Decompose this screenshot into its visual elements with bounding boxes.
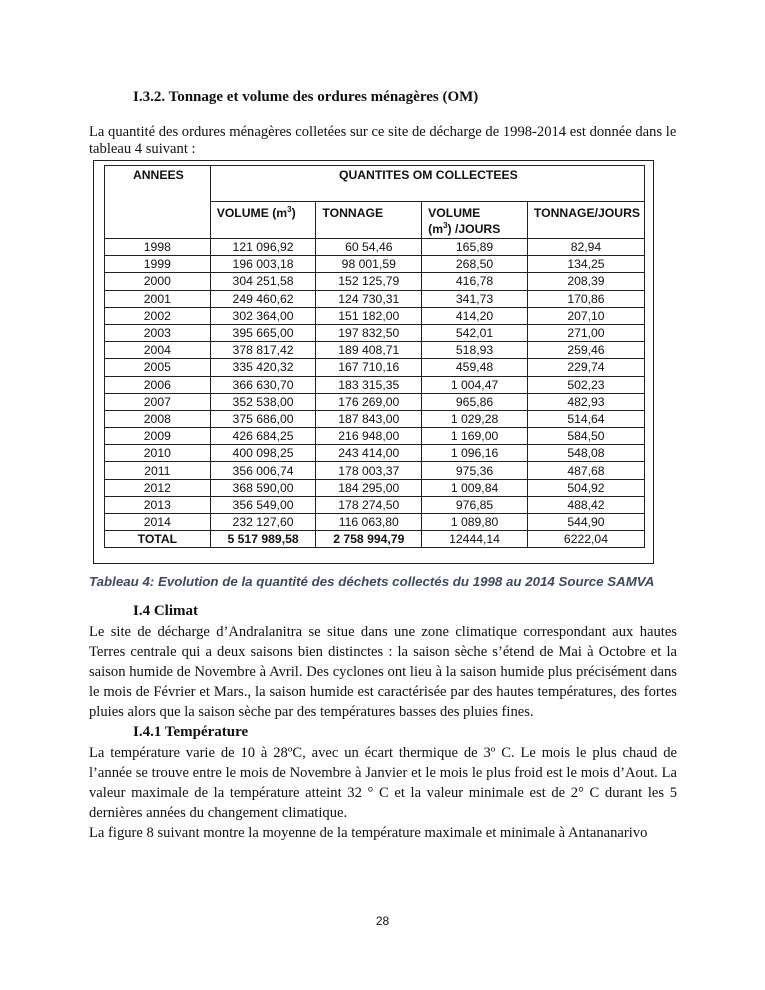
cell-tonnage-per-day: 487,68 (527, 462, 644, 479)
table-row (105, 445, 645, 462)
temperature-paragraph: La température varie de 10 à 28ºC, avec un écart thermique de 3º C. Le mois le plus chaud de l’année se trouve entre le mois de Novembre à Janvier et le mois le plus froid est le mois d’Aout. La valeur maximale de la température atteint 32 ° C et la valeur minimale est de 2° C durant les 5 dernières années du changement climatique. (89, 745, 677, 821)
header-group: QUANTITES OM COLLECTEES (210, 166, 644, 202)
total-tonnage: 2 758 994,79 (316, 531, 422, 548)
cell-year: 2012 (105, 479, 211, 496)
cell-tonnage-per-day: 229,74 (527, 359, 644, 376)
cell-year: 2003 (105, 324, 211, 341)
cell-volume: 366 630,70 (210, 376, 316, 393)
cell-year: 2009 (105, 428, 211, 445)
cell-volume-per-day: 1 004,47 (422, 376, 528, 393)
cell-tonnage-per-day: 208,39 (527, 273, 644, 290)
cell-tonnage: 167 710,16 (316, 359, 422, 376)
cell-volume-per-day: 976,85 (422, 496, 528, 513)
om-table (104, 165, 645, 548)
total-volume-per-day: 12444,14 (422, 531, 528, 548)
section-heading: I.3.2. Tonnage et volume des ordures ménagères (OM) (133, 89, 479, 105)
cell-volume-per-day: 975,36 (422, 462, 528, 479)
cell-volume: 375 686,00 (210, 410, 316, 427)
cell-year: 2004 (105, 342, 211, 359)
cell-volume: 356 006,74 (210, 462, 316, 479)
cell-tonnage-per-day: 544,90 (527, 514, 644, 531)
table-row (105, 479, 645, 496)
table-row (105, 256, 645, 273)
cell-volume: 335 420,32 (210, 359, 316, 376)
temperature-heading: I.4.1 Température (133, 724, 249, 740)
cell-volume: 121 096,92 (210, 239, 316, 256)
climat-paragraph: Le site de décharge d’Andralanitra se situe dans une zone climatique correspondant aux hautes Terres centrale qui a deux saisons bien distinctes : la saison sèche s’étend de Mai à Octobre et la saison humide de Novembre à Avril. Des cyclones ont lieu à la saison humide plus précisément dans le mois de Février et Mars., la saison humide est caractérisée par des hautes températures, des fortes pluies alors que la saison sèche par des températures basses des pluies fines. (89, 624, 677, 720)
cell-tonnage-per-day: 82,94 (527, 239, 644, 256)
table-row (105, 342, 645, 359)
cell-volume: 196 003,18 (210, 256, 316, 273)
table-total-row (105, 531, 645, 548)
cell-year: 2011 (105, 462, 211, 479)
cell-year: 2013 (105, 496, 211, 513)
cell-tonnage-per-day: 170,86 (527, 290, 644, 307)
cell-volume: 378 817,42 (210, 342, 316, 359)
table-header-row (105, 166, 645, 202)
header-tonnage-per-day: TONNAGE/JOURS (527, 202, 644, 239)
table-row (105, 514, 645, 531)
intro-paragraph: La quantité des ordures ménagères colletées sur ce site de décharge de 1998-2014 est donnée dans le tableau 4 suivant : (89, 124, 677, 157)
total-tonnage-per-day: 6222,04 (527, 531, 644, 548)
cell-tonnage: 178 274,50 (316, 496, 422, 513)
table-row (105, 376, 645, 393)
table-row (105, 290, 645, 307)
cell-year: 1999 (105, 256, 211, 273)
table-row (105, 393, 645, 410)
cell-tonnage: 98 001,59 (316, 256, 422, 273)
table-body (105, 239, 645, 548)
cell-tonnage: 152 125,79 (316, 273, 422, 290)
cell-volume: 395 665,00 (210, 324, 316, 341)
header-volume-per-day: VOLUME $(m^3)$ /JOURS (422, 202, 528, 239)
cell-volume-per-day: 165,89 (422, 239, 528, 256)
cell-volume: 232 127,60 (210, 514, 316, 531)
cell-year: 2008 (105, 410, 211, 427)
cell-year: 2001 (105, 290, 211, 307)
cell-volume: 426 684,25 (210, 428, 316, 445)
cell-tonnage: 116 063,80 (316, 514, 422, 531)
cell-year: 2000 (105, 273, 211, 290)
cell-tonnage: 189 408,71 (316, 342, 422, 359)
cell-volume-per-day: 542,01 (422, 324, 528, 341)
cell-tonnage-per-day: 584,50 (527, 428, 644, 445)
header-volume: VOLUME $(m^3)$ (210, 202, 316, 239)
table-row (105, 410, 645, 427)
cell-volume-per-day: 518,93 (422, 342, 528, 359)
table-row (105, 239, 645, 256)
cell-volume-per-day: 1 096,16 (422, 445, 528, 462)
cell-year: 1998 (105, 239, 211, 256)
table-row (105, 273, 645, 290)
total-volume: 5 517 989,58 (210, 531, 316, 548)
table-row (105, 428, 645, 445)
cell-tonnage-per-day: 271,00 (527, 324, 644, 341)
table-row (105, 462, 645, 479)
table-caption: Tableau 4: Evolution de la quantité des déchets collectés du 1998 au 2014 Source SAMVA (89, 574, 655, 589)
table-row (105, 307, 645, 324)
cell-volume: 356 549,00 (210, 496, 316, 513)
cell-volume: 302 364,00 (210, 307, 316, 324)
cell-year: 2006 (105, 376, 211, 393)
cell-tonnage-per-day: 482,93 (527, 393, 644, 410)
cell-tonnage-per-day: 134,25 (527, 256, 644, 273)
cell-tonnage: 184 295,00 (316, 479, 422, 496)
cell-year: 2014 (105, 514, 211, 531)
cell-volume-per-day: 459,48 (422, 359, 528, 376)
cell-tonnage-per-day: 514,64 (527, 410, 644, 427)
cell-tonnage-per-day: 207,10 (527, 307, 644, 324)
cell-tonnage: 178 003,37 (316, 462, 422, 479)
page-number: 28 (375, 914, 390, 928)
header-tonnage: TONNAGE (316, 202, 422, 239)
cell-volume-per-day: 1 089,80 (422, 514, 528, 531)
figure-sentence: La figure 8 suivant montre la moyenne de la température maximale et minimale à Antananarivo (89, 825, 648, 841)
header-years: ANNEES (105, 166, 211, 239)
cell-volume: 352 538,00 (210, 393, 316, 410)
cell-volume: 249 460,62 (210, 290, 316, 307)
cell-tonnage-per-day: 548,08 (527, 445, 644, 462)
cell-year: 2002 (105, 307, 211, 324)
cell-volume-per-day: 268,50 (422, 256, 528, 273)
cell-tonnage-per-day: 502,23 (527, 376, 644, 393)
cell-tonnage: 197 832,50 (316, 324, 422, 341)
cell-volume-per-day: 1 169,00 (422, 428, 528, 445)
table-row (105, 324, 645, 341)
cell-tonnage: 183 315,35 (316, 376, 422, 393)
cell-volume: 368 590,00 (210, 479, 316, 496)
cell-volume: 304 251,58 (210, 273, 316, 290)
cell-tonnage-per-day: 488,42 (527, 496, 644, 513)
cell-tonnage: 216 948,00 (316, 428, 422, 445)
cell-tonnage: 176 269,00 (316, 393, 422, 410)
cell-volume-per-day: 965,86 (422, 393, 528, 410)
climat-heading: I.4 Climat (133, 603, 198, 619)
cell-tonnage: 243 414,00 (316, 445, 422, 462)
table-row (105, 359, 645, 376)
cell-tonnage: 60 54,46 (316, 239, 422, 256)
total-label: TOTAL (105, 531, 211, 548)
cell-tonnage: 151 182,00 (316, 307, 422, 324)
cell-tonnage: 187 843,00 (316, 410, 422, 427)
cell-volume-per-day: 341,73 (422, 290, 528, 307)
cell-volume: 400 098,25 (210, 445, 316, 462)
cell-volume-per-day: 1 029,28 (422, 410, 528, 427)
cell-tonnage: 124 730,31 (316, 290, 422, 307)
cell-volume-per-day: 416,78 (422, 273, 528, 290)
cell-year: 2007 (105, 393, 211, 410)
cell-tonnage-per-day: 259,46 (527, 342, 644, 359)
cell-year: 2010 (105, 445, 211, 462)
cell-year: 2005 (105, 359, 211, 376)
cell-volume-per-day: 1 009,84 (422, 479, 528, 496)
cell-volume-per-day: 414,20 (422, 307, 528, 324)
table-row (105, 496, 645, 513)
cell-tonnage-per-day: 504,92 (527, 479, 644, 496)
